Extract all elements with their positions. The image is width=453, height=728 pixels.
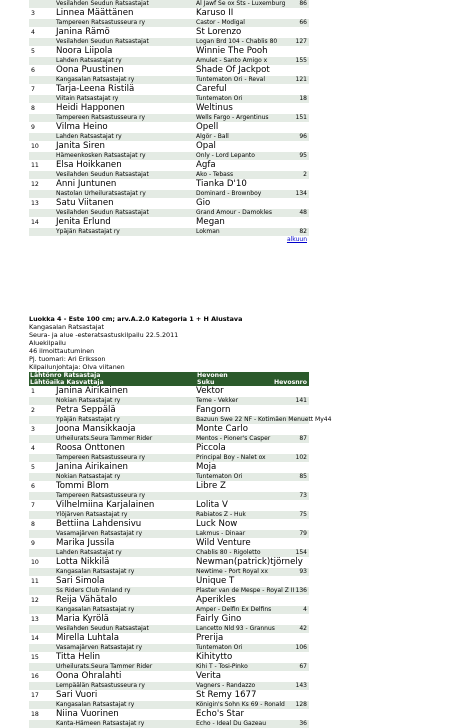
horse-name: Echo's Star (196, 709, 245, 719)
horse-pedigree: Lakmus - Dinaar (196, 530, 246, 537)
start-number: 2 (31, 407, 35, 414)
horse-pedigree: Echo - Ideal Du Gazeau (196, 720, 267, 727)
horse-number: 96 (299, 133, 307, 140)
club-name: Ss Riders Club Finland ry (56, 587, 131, 594)
club-name: Tampereen Ratsastusseura ry (56, 114, 146, 121)
header-time-breeder: Lähtöaika Kasvattaja (30, 379, 104, 386)
entry-sub-row (29, 644, 309, 652)
rider-name: Anni Juntunen (56, 179, 117, 189)
start-number: 5 (31, 48, 35, 55)
start-number: 3 (31, 426, 35, 433)
start-number: 13 (31, 200, 39, 207)
horse-number: 79 (299, 530, 307, 537)
start-number: 5 (31, 464, 35, 471)
entry-sub-row (29, 720, 309, 728)
table-row (29, 595, 309, 606)
horse-pedigree: Kihi T - Tosi-Pinko (196, 663, 248, 670)
entry-sub-row (29, 0, 309, 8)
start-number: 14 (31, 219, 39, 226)
horse-number: 155 (295, 57, 307, 64)
horse-name: Karuso II (196, 8, 234, 18)
horse-name: Careful (196, 84, 227, 94)
horse-name: Piccola (196, 443, 226, 453)
horse-name: Agfa (196, 160, 216, 170)
entry-sub-row (29, 416, 332, 424)
horse-number: 102 (295, 454, 307, 461)
header-horse: Hevonen (197, 372, 228, 379)
start-number: 9 (31, 124, 35, 131)
club-name: Viitain Ratsastajat ry (56, 95, 119, 102)
class-title: Luokka 4 - Este 100 cm; arv.A.2.0 Kategoria 1 + H Alustava (29, 315, 243, 323)
table-row (29, 65, 309, 76)
table-row (29, 424, 309, 435)
horse-name: Newman(patrick)tjörnely (196, 557, 303, 567)
horse-pedigree: Lokman (196, 228, 220, 235)
rider-name: Vilma Heino (56, 122, 108, 132)
horse-number: 2 (303, 171, 307, 178)
start-number: 17 (31, 692, 39, 699)
horse-pedigree: Ako - Tebass (196, 171, 234, 178)
start-number: 11 (31, 578, 39, 585)
table-row (29, 690, 309, 701)
horse-name: Monte Carlo (196, 424, 248, 434)
table-row (29, 500, 309, 511)
horse-name: Kihitytto (196, 652, 233, 662)
club-name: Kangasalan Ratsastajat ry (56, 568, 135, 575)
entry-sub-row (29, 549, 309, 557)
header-start-rider: Lähtönro Ratsastaja (30, 372, 101, 379)
horse-number: 86 (299, 0, 307, 7)
horse-name: Opell (196, 122, 219, 132)
horse-number: 154 (295, 549, 307, 556)
club-name: Nastolan Urheiluratsastajat ry (56, 190, 146, 197)
rider-name: Oona Ohralahti (56, 671, 122, 681)
rider-name: Satu Viitanen (56, 198, 114, 208)
table-row (29, 633, 309, 644)
horse-number: 73 (299, 492, 307, 499)
entry-sub-row (29, 209, 309, 217)
table-row (29, 27, 309, 38)
horse-pedigree: Plaster van de Mespe - Royal Z II (196, 587, 295, 594)
horse-name: Unique T (196, 576, 235, 586)
club-name: Tampereen Ratsastusseura ry (56, 492, 146, 499)
start-number: 6 (31, 483, 35, 490)
entry-sub-row (29, 190, 309, 198)
table-header (29, 372, 309, 386)
entry-sub-row (29, 568, 309, 576)
rider-name: Linnea Määttänen (56, 8, 134, 18)
rider-name: Heidi Happonen (56, 103, 125, 113)
club-name: Urheilurats.Seura Tammer Rider (56, 663, 153, 670)
rider-name: Maria Kyrölä (56, 614, 109, 624)
horse-name: St Lorenzo (196, 27, 242, 37)
entry-sub-row (29, 435, 309, 443)
horse-pedigree: Wells Fargo - Argentinus (196, 114, 269, 121)
horse-number: 85 (299, 473, 307, 480)
table-row (29, 709, 309, 720)
horse-name: Opal (196, 141, 216, 151)
club-name: Urheilurats.Seura Tammer Rider (56, 435, 153, 442)
start-number: 14 (31, 635, 39, 642)
horse-pedigree: Mentos - Pioner's Casper (196, 435, 271, 442)
entry-sub-row (29, 114, 309, 122)
horse-number: 151 (295, 114, 307, 121)
table-row (29, 652, 309, 663)
horse-pedigree: Dominard - Brownboy (196, 190, 262, 197)
horse-name: Megan (196, 217, 225, 227)
rider-name: Joona Mansikkaoja (56, 424, 136, 434)
start-number: 8 (31, 105, 35, 112)
rider-name: Janina Airikainen (56, 462, 128, 472)
horse-name: Weltinus (196, 103, 233, 113)
horse-name: Moja (196, 462, 217, 472)
start-number: 6 (31, 67, 35, 74)
club-name: Vesilahden Seudun Ratsastajat (56, 171, 149, 178)
start-number: 9 (31, 540, 35, 547)
entry-sub-row (29, 682, 309, 690)
horse-pedigree: Grand Amour - Damokles (196, 209, 272, 216)
header-horse-number: Hevosnro (273, 379, 307, 386)
club-name: Kangasalan Ratsastajat ry (56, 606, 135, 613)
rider-name: Vilhelmiina Karjalainen (56, 500, 155, 510)
entry-sub-row (29, 38, 309, 46)
horse-number: 87 (299, 435, 307, 442)
club-name: Kangasalan Ratsastajat ry (56, 76, 135, 83)
start-number: 7 (31, 502, 35, 509)
horse-number: 36 (299, 720, 307, 727)
rider-name: Tommi Blom (56, 481, 109, 491)
table-row (29, 198, 309, 209)
table-row (29, 160, 309, 171)
horse-pedigree: Only - Lord Lepanto (196, 152, 255, 159)
entry-sub-row (29, 473, 309, 481)
horse-name: Winnie The Pooh (196, 46, 268, 56)
entry-sub-row (29, 57, 309, 65)
horse-number: 75 (299, 511, 307, 518)
entry-sub-row (29, 171, 309, 179)
rider-name: Elsa Hoikkanen (56, 160, 122, 170)
club-name: Hämeenkosken Ratsastajat ry (56, 152, 146, 159)
horse-pedigree: Vagners - Randazzo (196, 682, 256, 689)
horse-pedigree: Amulet - Santo Amigo x (196, 57, 268, 64)
table-row (29, 519, 309, 530)
horse-name: Fairly Gino (196, 614, 242, 624)
class-4-start-list (29, 305, 332, 728)
table-row (29, 614, 309, 625)
entry-sub-row (29, 76, 309, 84)
horse-pedigree: Tuntematon Ori (196, 473, 243, 480)
table-row (29, 217, 309, 228)
horse-name: Fangorn (196, 405, 231, 415)
horse-number: 128 (295, 701, 307, 708)
horse-name: St Remy 1677 (196, 690, 257, 700)
entry-sub-row (29, 701, 309, 709)
rider-name: Niina Vuorinen (56, 709, 119, 719)
rider-name: Sari Simola (56, 576, 105, 586)
table-row (29, 576, 309, 587)
start-number: 7 (31, 86, 35, 93)
start-number: 18 (31, 711, 39, 718)
horse-number: 143 (295, 682, 307, 689)
rider-name: Janita Siren (56, 141, 105, 151)
horse-pedigree: Chablis 80 - Rigoletto (196, 549, 261, 556)
horse-name: Prerija (196, 633, 224, 643)
entry-sub-row (29, 133, 309, 141)
class-info (29, 315, 309, 371)
class-info-line: Aluekilpailu (29, 339, 66, 347)
table-row (29, 481, 309, 492)
rider-name: Janina Airikainen (56, 386, 128, 396)
club-name: Ypäjän Ratsastajat ry (56, 228, 120, 235)
club-name: Lempäälän Ratsastusseura ry (56, 682, 145, 689)
start-number: 13 (31, 616, 39, 623)
club-name: Nokian Ratsastajat ry (56, 473, 121, 480)
table-row (29, 141, 309, 152)
horse-pedigree: Königin's Sohn Ks 69 - Ronald (196, 701, 285, 708)
horse-pedigree: Castor - Modigal (196, 19, 245, 26)
entry-sub-row (29, 606, 309, 614)
club-name: Tampereen Ratsastusseura ry (56, 454, 146, 461)
club-name: Nokian Ratsastajat ry (56, 397, 121, 404)
rider-name: Tarja-Leena Ristilä (56, 84, 135, 94)
class-info-line: Seura- ja alue -esteratsastuskilpailu 22.5.2011 (29, 331, 179, 339)
horse-pedigree: Tuntematon Ori - Reval (196, 76, 265, 83)
table-row (29, 405, 309, 416)
rider-name: Janina Rämö (56, 27, 110, 37)
start-number: 12 (31, 181, 39, 188)
club-name: Vasamajärven Ratsastajat ry (56, 530, 143, 537)
horse-number: 134 (295, 190, 307, 197)
club-name: Lahden Ratsastajat ry (56, 549, 122, 556)
entry-sub-row (29, 511, 309, 519)
horse-number: 4 (303, 606, 307, 613)
horse-pedigree: Principal Boy - Nalet ox (196, 454, 266, 461)
rider-name: Jenita Erlund (56, 217, 111, 227)
table-row (29, 462, 309, 473)
rider-name: Noora Liipola (56, 46, 113, 56)
horse-number: 141 (295, 397, 307, 404)
rider-name: Marika Jussila (56, 538, 115, 548)
horse-pedigree: Algör - Ball (196, 133, 229, 140)
horse-number: 66 (299, 19, 307, 26)
entry-sub-row (29, 397, 309, 405)
start-number: 1 (31, 388, 35, 395)
horse-number: 48 (299, 209, 307, 216)
table-row (29, 557, 309, 568)
club-name: Lahden Ratsastajat ry (56, 57, 122, 64)
start-number: 3 (31, 10, 35, 17)
club-name: Tampereen Ratsastusseura ry (56, 19, 146, 26)
entry-sub-row (29, 530, 309, 538)
club-name: Ylöjärven Ratsastajat ry (56, 511, 128, 518)
class-info-line: Kilpailunjohtaja: Olva viitanen (29, 363, 125, 371)
horse-name: Tianka D'10 (196, 179, 247, 189)
start-number: 10 (31, 559, 39, 566)
horse-name: Aperikles (196, 595, 236, 605)
rider-name: Sari Vuori (56, 690, 98, 700)
entry-sub-row (29, 663, 309, 671)
horse-number: 121 (295, 76, 307, 83)
table-row (29, 84, 309, 95)
rider-name: Titta Helin (56, 652, 101, 662)
previous-class-results (29, 0, 309, 244)
class-info-line: 46 ilmoittautuminen (29, 347, 95, 355)
club-name: Vasamajärven Ratsastajat ry (56, 644, 143, 651)
horse-pedigree: Tuntematon Ori (196, 95, 243, 102)
horse-number: 106 (295, 644, 307, 651)
entry-sub-row (29, 587, 309, 595)
horse-name: Gio (196, 198, 211, 208)
horse-pedigree: Teme - Vekker (196, 397, 239, 404)
table-row (29, 122, 309, 133)
table-row (29, 8, 309, 19)
horse-number: 136 (295, 587, 307, 594)
horse-number: 127 (295, 38, 307, 45)
entry-sub-row (29, 95, 309, 103)
club-name: Kanta-Hämeen Ratsastajat ry (56, 720, 145, 727)
horse-number: 93 (299, 568, 307, 575)
horse-pedigree: Bazuun Swe 22 NF - Kotimäen Menuett My (196, 416, 324, 423)
start-number: 10 (31, 143, 39, 150)
horse-pedigree: Tuntematon Ori (196, 644, 243, 651)
horse-number: 95 (299, 152, 307, 159)
horse-name: Lolita V (196, 500, 228, 510)
horse-name: Shade Of Jackpot (196, 65, 270, 75)
horse-name: Vektor (196, 386, 224, 396)
horse-name: Wild Venture (196, 538, 251, 548)
club-name: Kangasalan Ratsastajat ry (56, 701, 135, 708)
table-row (29, 103, 309, 114)
horse-number: 44 (323, 416, 332, 423)
horse-number: 67 (299, 663, 307, 670)
table-row (29, 443, 309, 454)
entry-sub-row (29, 228, 309, 236)
horse-pedigree: Newtime - Port Royal xx (196, 568, 268, 575)
class-info-line: Kangasalan Ratsastajat (29, 323, 104, 331)
start-number: 4 (31, 29, 35, 36)
horse-name: Luck Now (196, 519, 238, 529)
rider-name: Petra Seppälä (56, 405, 116, 415)
start-number: 4 (31, 445, 35, 452)
entry-list (29, 8, 309, 236)
entry-sub-row (29, 152, 309, 160)
table-row (29, 179, 309, 190)
horse-pedigree: Amper - Delfin Ex Delfins (196, 606, 272, 613)
rider-name: Oona Puustinen (56, 65, 124, 75)
entry-sub-row (29, 19, 309, 27)
table-row (29, 671, 309, 682)
club-name: Ypäjän Ratsastajat ry (56, 416, 120, 423)
horse-pedigree: Al Jawf Se ox Sts - Luxemburg (196, 0, 286, 7)
rider-name: Bettiina Lahdensivu (56, 519, 142, 529)
rider-name: Lotta Nikkilä (56, 557, 110, 567)
horse-pedigree: Logan Brd 104 - Chablis 80 (196, 38, 278, 45)
start-number: 11 (31, 162, 39, 169)
rider-name: Mirella Luhtala (56, 633, 120, 643)
horse-name: Verita (196, 671, 222, 681)
club-name: Vesilahden Seudun Ratsastajat (56, 38, 149, 45)
back-to-top-link[interactable]: alkuun (286, 236, 307, 243)
horse-pedigree: Rabiatos Z - Huk (196, 511, 246, 518)
club-name: Vesilahden Seudun Ratsastajat (56, 625, 149, 632)
rider-name: Reija Vähätalo (56, 595, 118, 605)
entry-sub-row (29, 625, 309, 633)
horse-pedigree: Lancetto Nld 93 - Grannus (196, 625, 275, 632)
club-name: Lahden Ratsastajat ry (56, 133, 122, 140)
start-number: 16 (31, 673, 39, 680)
horse-name: Libre Z (196, 481, 226, 491)
horse-number: 42 (299, 625, 307, 632)
entry-sub-row (29, 454, 309, 462)
rider-name: Roosa Onttonen (56, 443, 125, 453)
header-pedigree: Suku (197, 379, 215, 386)
horse-number: 18 (299, 95, 307, 102)
entry-list (29, 386, 332, 728)
horse-number: 82 (299, 228, 307, 235)
table-row (29, 386, 309, 397)
start-number: 15 (31, 654, 39, 661)
table-row (29, 538, 309, 549)
class-info-line: Pj. tuomari: Ari Eriksson (29, 355, 106, 363)
start-number: 8 (31, 521, 35, 528)
start-number: 12 (31, 597, 39, 604)
club-name: Vesilahden Seudun Ratsastajat (56, 0, 149, 7)
club-name: Vesilahden Seudun Ratsastajat (56, 209, 149, 216)
entry-sub-row (29, 492, 309, 500)
table-row (29, 46, 309, 57)
